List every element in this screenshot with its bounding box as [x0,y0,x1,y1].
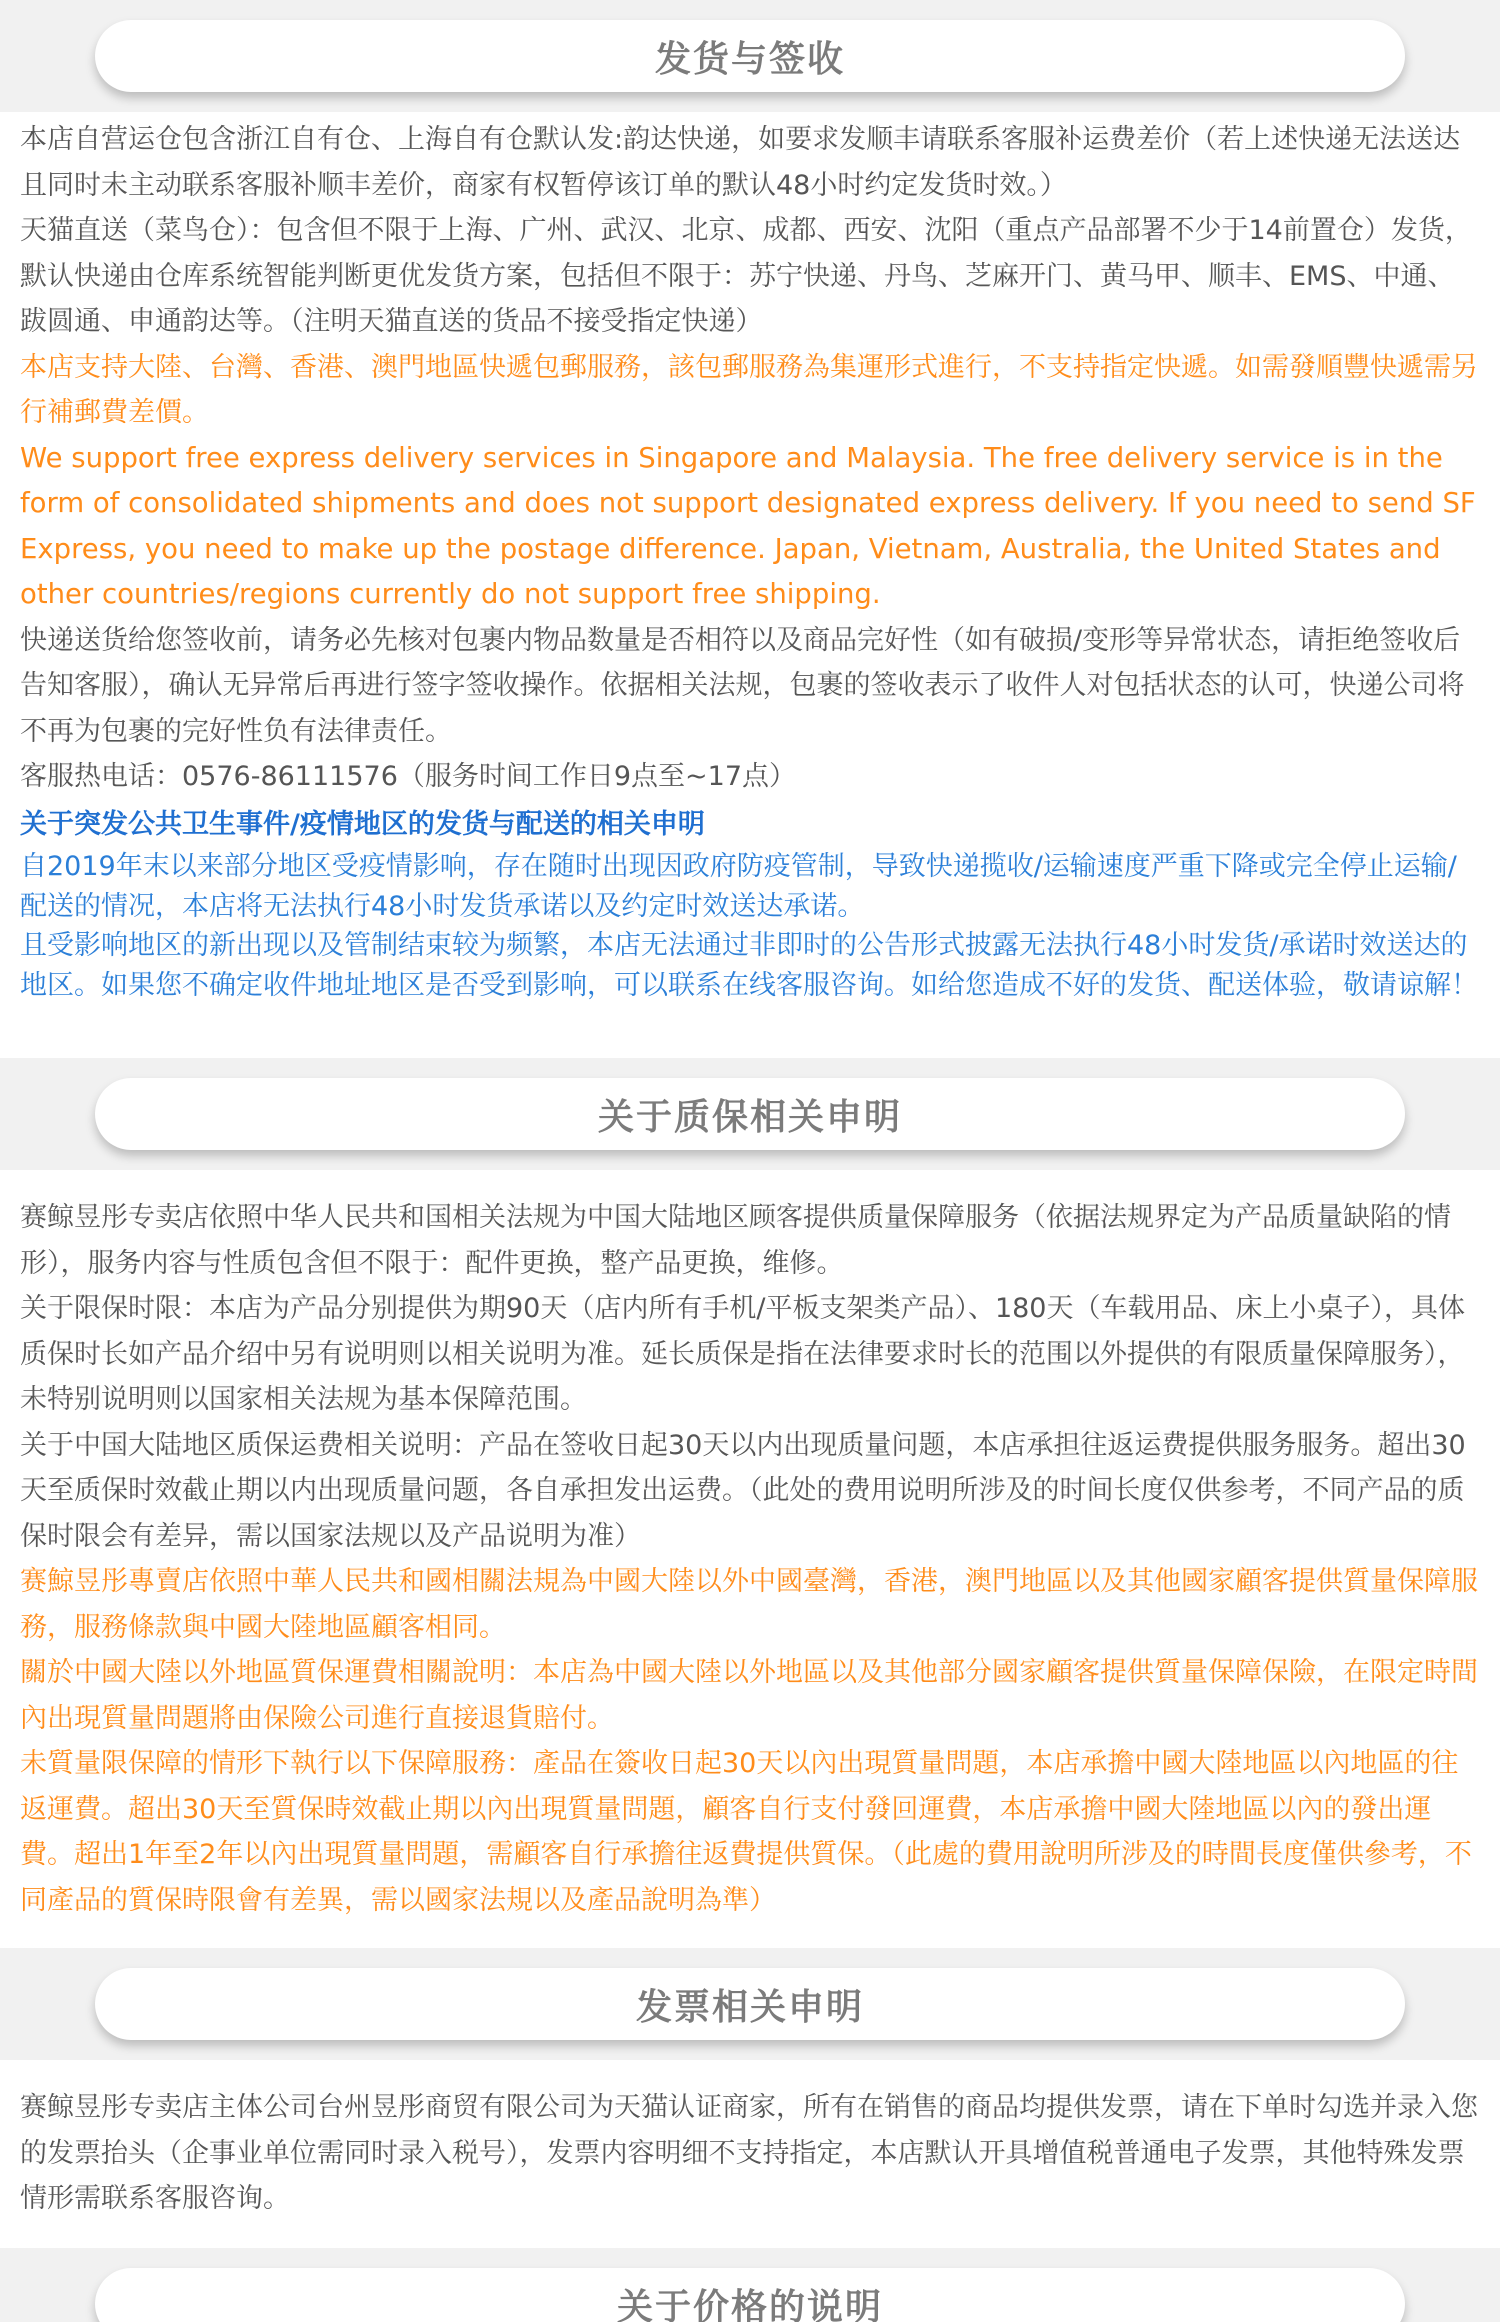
paragraph-sg-my-shipping: We support free express delivery services in Singapore and Malaysia. The free delivery service is in the form of consolidated shipments and does not support designated express delivery. If you need to send SF Express, you need to make up the postage difference. Japan, Vietnam, Australia, the United States and other countries/regions currently do not support free shipping. [20,441,1476,610]
section-title-pill [95,20,1405,92]
paragraph-epidemic-areas: 且受影响地区的新出现以及管制结束较为频繁，本店无法通过非即时的公告形式披露无法执行48小时发货/承诺时效送达的地区。如果您不确定收件地址地区是否受到影响，可以联系在线客服咨询。如给您造成不好的发货、配送体验，敬请谅解！ [20,930,1478,1001]
section-title-warranty: 关于质保相关申明 [597,1096,902,1138]
section-title-shipping: 发货与签收 [654,38,845,80]
invoice-section-content [20,2085,1480,2222]
paragraph-invoice-info: 赛鲸昱彤专卖店主体公司台州昱彤商贸有限公司为天猫认证商家，所有在销售的商品均提供发票，请在下单时勾选并录入您的发票抬头（企事业单位需同时录入税号），发票内容明细不支持指定，本店默认开具增值税普通电子发票，其他特殊发票情形需联系客服咨询。 [20,2092,1478,2214]
section-title-invoice: 发票相关申明 [635,1986,864,2028]
section-title-pill [95,2268,1405,2322]
paragraph-warranty-period: 关于限保时限：本店为产品分别提供为期90天（店内所有手机/平板支架类产品）、180天（车载用品、床上小桌子），具体质保时长如产品介绍中另有说明则以相关说明为准。延长质保是指在法律要求时长的范围以外提供的有限质量保障服务），未特别说明则以国家相关法规为基本保障范围。 [20,1293,1465,1415]
paragraph-warranty-service-terms: 未質量限保障的情形下執行以下保障服務：產品在簽收日起30天以內出現質量問題，本店承擔中國大陸地區以內地區的往返運費。超出30天至質保時效截止期以內出現質量問題，顧客自行支付發回運費，本店承擔中國大陸地區以內的發出運費。超出1年至2年以內出現質量問題，需顧客自行承擔往返費提供質保。（此處的費用說明所涉及的時間長度僅供參考，不同產品的質保時限會有差異，需以國家法規以及產品說明為準） [20,1748,1472,1916]
section-title-price: 关于价格的说明 [616,2286,883,2322]
section-title-pill [95,1968,1405,2040]
warranty-section-content [20,1195,1480,1923]
paragraph-hk-tw-shipping: 本店支持大陸、台灣、香港、澳門地區快遞包郵服務，該包郵服務為集運形式進行，不支持指定快遞。如需發順豐快遞需另行補郵費差價。 [20,351,1478,428]
paragraph-warranty-freight: 关于中国大陆地区质保运费相关说明：产品在签收日起30天以内出现质量问题，本店承担往返运费提供服务服务。超出30天至质保时效截止期以内出现质量问题，各自承担发出运费。（此处的费用说明所涉及的时间长度仅供参考，不同产品的质保时限会有差异，需以国家法规以及产品说明为准） [20,1429,1466,1552]
paragraph-tmall-direct: 天猫直送（菜鸟仓）：包含但不限于上海、广州、武汉、北京、成都、西安、沈阳（重点产品部署不少于14前置仓）发货，默认快递由仓库系统智能判断更优发货方案，包括但不限于：苏宁快递、丹鸟、芝麻开门、黄马甲、顺丰、EMS、中通、跋圆通、申通韵达等。（注明天猫直送的货品不接受指定快递） [20,215,1472,337]
paragraph-warranty-overseas-freight: 關於中國大陸以外地區質保運費相關說明：本店為中國大陸以外地區以及其他部分國家顧客提供質量保障保險，在限定時間內出現質量問題將由保險公司進行直接退貨賠付。 [20,1657,1478,1734]
paragraph-service-hotline: 客服热电话：0576-86111576（服务时间工作日9点至~17点） [20,761,797,792]
paragraph-epidemic-delay: 自2019年末以来部分地区受疫情影响，存在随时出现因政府防疫管制，导致快递揽收/运输速度严重下降或完全停止运输/配送的情况，本店将无法执行48小时发货承诺以及约定时效送达承诺。 [20,851,1457,922]
section-title-pill [95,1078,1405,1150]
paragraph-warehouse-shipping: 本店自营运仓包含浙江自有仓、上海自有仓默认发:韵达快递，如要求发顺丰请联系客服补运费差价（若上述快递无法送达且同时未主动联系客服补顺丰差价，商家有权暂停该订单的默认48小时约定发货时效。） [20,124,1461,201]
paragraph-sign-receipt: 快递送货给您签收前，请务必先核对包裹内物品数量是否相符以及商品完好性（如有破损/变形等异常状态，请拒绝签收后告知客服），确认无异常后再进行签字签收操作。依据相关法规，包裹的签收表示了收件人对包括状态的认可，快递公司将不再为包裹的完好性负有法律责任。 [20,624,1465,747]
epidemic-notice-heading: 关于突发公共卫生事件/疫情地区的发货与配送的相关申明 [20,808,705,840]
paragraph-warranty-scope: 赛鲸昱彤专卖店依照中华人民共和国相关法规为中国大陆地区顾客提供质量保障服务（依据法规界定为产品质量缺陷的情形），服务内容与性质包含但不限于：配件更换，整产品更换，维修。 [20,1202,1451,1279]
paragraph-warranty-overseas: 赛鯨昱彤專賣店依照中華人民共和國相關法規為中國大陸以外中國臺灣，香港，澳門地區以及其他國家顧客提供質量保障服務，服務條款與中國大陸地區顧客相同。 [20,1566,1478,1643]
shipping-section-content [20,117,1480,1005]
